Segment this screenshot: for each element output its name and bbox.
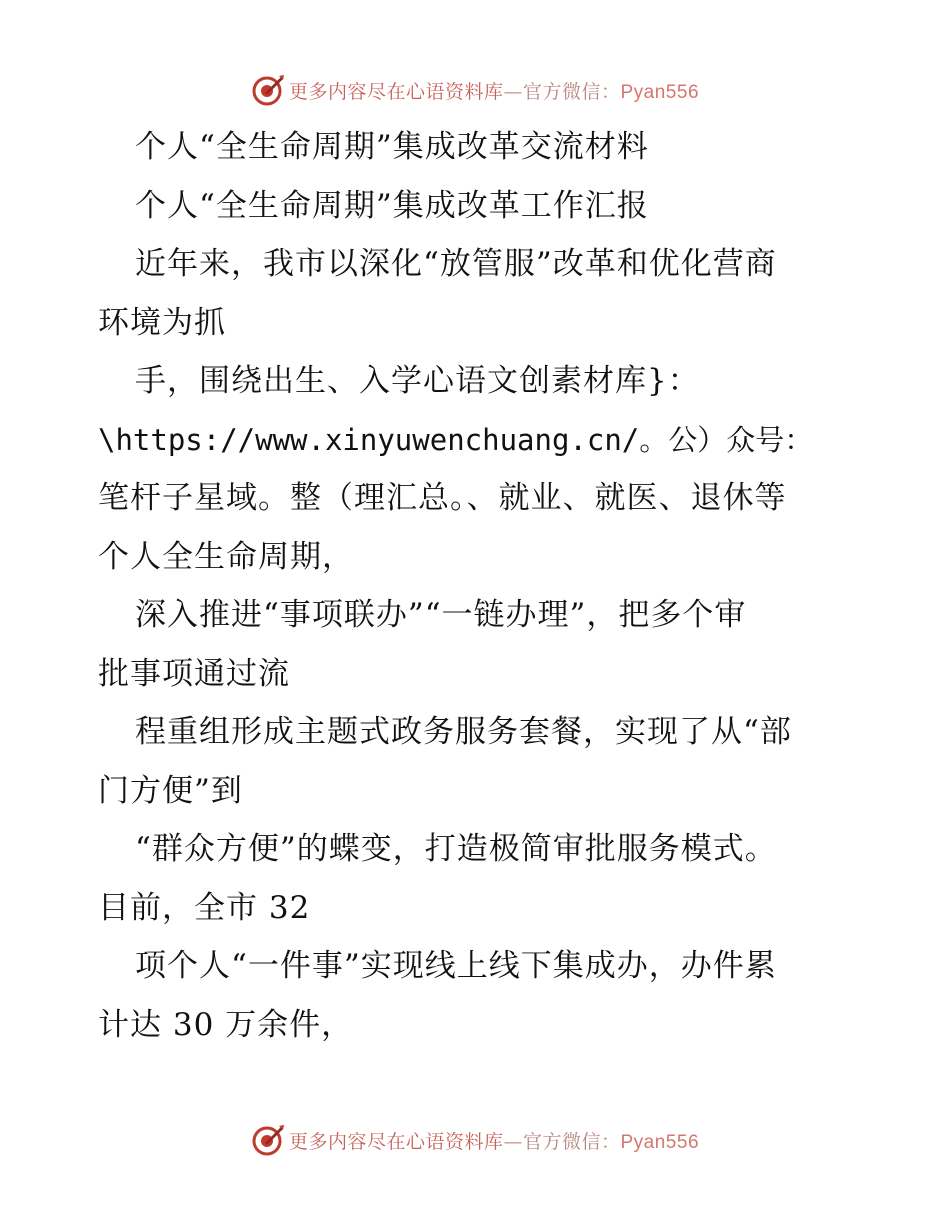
paragraph-line: “群众方便”的蝶变，打造极简审批服务模式。 <box>135 831 777 867</box>
pen-logo-icon <box>251 1123 285 1157</box>
paragraph-line: 目前，全市 32 <box>98 889 311 926</box>
watermark-text: 更多内容尽在心语资料库—官方微信：Pyan556 <box>288 80 700 103</box>
paragraph-line: 环境为抓 <box>98 304 226 341</box>
paragraph-line: 近年来，我市以深化“放管服”改革和优化营商 <box>135 246 777 282</box>
title-line: 个人“全生命周期”集成改革交流材料 <box>135 129 649 165</box>
paragraph-line: 程重组形成主题式政务服务套餐，实现了从“部 <box>135 714 792 750</box>
paragraph-line: 个人全生命周期， <box>98 538 354 575</box>
url-line: \https://www.xinyuwenchuang.cn/。公）众号： <box>98 422 814 457</box>
pen-logo-icon <box>251 73 285 107</box>
paragraph-line: 笔杆子星域。整（理汇总。、就业、就医、退休等 <box>98 480 787 516</box>
watermark-banner-top <box>0 70 950 110</box>
paragraph-line: 计达 30 万余件， <box>98 1006 354 1043</box>
paragraph-line: 深入推进“事项联办”“一链办理”，把多个审 <box>135 597 747 633</box>
watermark-banner-bottom <box>0 1120 950 1160</box>
paragraph-line: 批事项通过流 <box>98 655 290 692</box>
document-body <box>98 118 858 1054</box>
paragraph-line: 项个人“一件事”实现线上线下集成办，办件累 <box>135 948 777 984</box>
paragraph-line: 手，围绕出生、入学心语文创素材库}： <box>135 363 700 399</box>
watermark-text: 更多内容尽在心语资料库—官方微信：Pyan556 <box>288 1130 700 1153</box>
paragraph-line: 门方便”到 <box>98 772 243 809</box>
subtitle-line: 个人“全生命周期”集成改革工作汇报 <box>135 187 649 224</box>
